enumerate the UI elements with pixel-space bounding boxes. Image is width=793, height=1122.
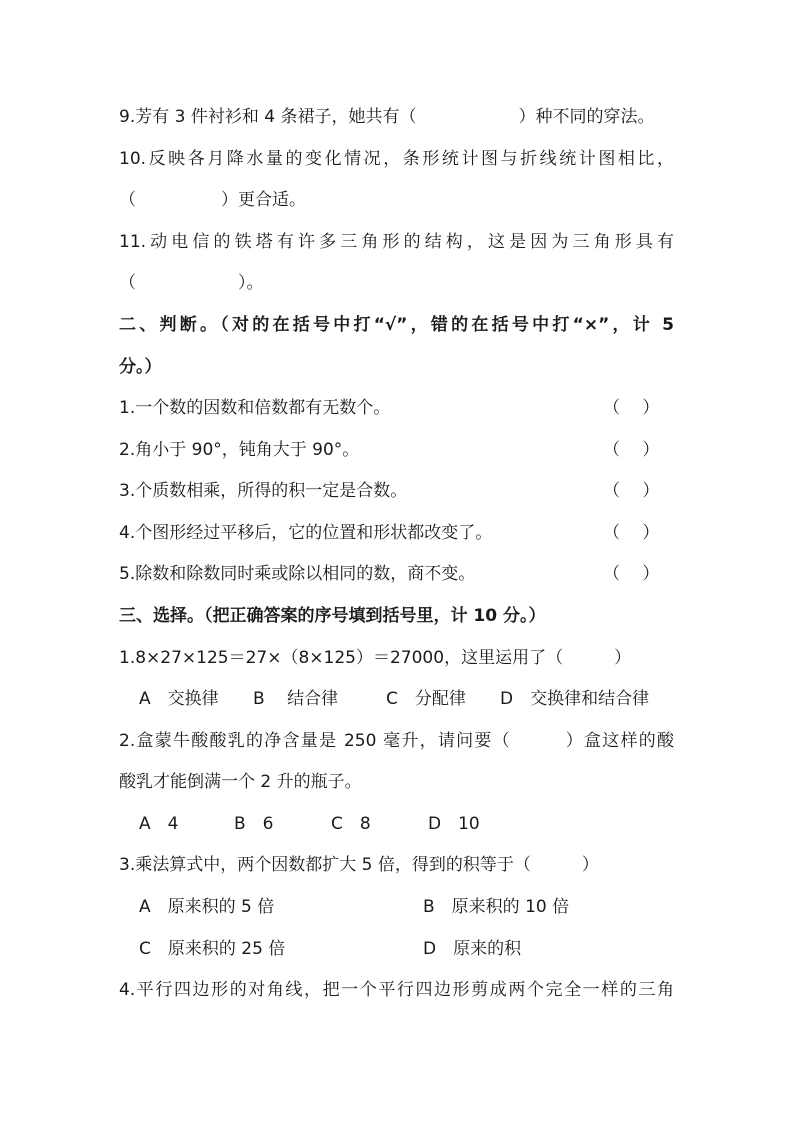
choice-2-option-d[interactable]: D 10 <box>428 814 480 834</box>
judge-item-3: 3.个质数相乘，所得的积一定是合数。 <box>119 481 408 501</box>
choice-3-option-b[interactable]: B 原来积的 10 倍 <box>423 897 570 917</box>
choice-3-option-d[interactable]: D 原来的积 <box>423 939 522 959</box>
choice-1-option-c[interactable]: C 分配律 <box>386 689 466 709</box>
section-judge-heading-cont: 分。） <box>119 357 162 377</box>
choice-2-option-a[interactable]: A 4 <box>139 814 179 834</box>
choice-question-1: 1.8×27×125＝27×（8×125）＝27000，这里运用了（ ） <box>119 648 632 668</box>
choice-question-3: 3.乘法算式中，两个因数都扩大 5 倍，得到的积等于（ ） <box>119 855 599 875</box>
question-9: 9.芳有 3 件衬衫和 4 条裙子，她共有（ ）种不同的穿法。 <box>119 107 655 127</box>
question-11-line-1: 11.动电信的铁塔有许多三角形的结构，这是因为三角形具有 <box>119 232 674 252</box>
section-choice-heading: 三、选择。（把正确答案的序号填到括号里，计 10 分。） <box>119 606 546 626</box>
judge-item-1: 1.一个数的因数和倍数都有无数个。 <box>119 398 391 418</box>
judge-answer-paren-3[interactable]: （ ） <box>603 481 660 501</box>
judge-answer-paren-2[interactable]: （ ） <box>603 440 660 460</box>
choice-1-option-a[interactable]: A 交换律 <box>139 689 219 709</box>
question-11-line-2: （ ）。 <box>119 273 264 293</box>
judge-item-4: 4.个图形经过平移后，它的位置和形状都改变了。 <box>119 523 493 543</box>
section-judge-heading: 二、判断。（对的在括号中打“√”，错的在括号中打“×”，计 5 <box>119 315 674 335</box>
choice-2-option-b[interactable]: B 6 <box>234 814 274 834</box>
judge-answer-paren-1[interactable]: （ ） <box>603 398 660 418</box>
judge-item-5: 5.除数和除数同时乘或除以相同的数，商不变。 <box>119 564 476 584</box>
choice-question-2-line-1: 2.盒蒙牛酸酸乳的净含量是 250 毫升，请问要（ ）盒这样的酸 <box>119 731 674 751</box>
choice-1-option-d[interactable]: D 交换律和结合律 <box>500 689 650 709</box>
question-10-line-2: （ ）更合适。 <box>119 190 306 210</box>
judge-item-2: 2.角小于 90°，钝角大于 90°。 <box>119 440 360 460</box>
choice-3-option-a[interactable]: A 原来积的 5 倍 <box>139 897 275 917</box>
choice-question-2-line-2: 酸乳才能倒满一个 2 升的瓶子。 <box>119 772 362 792</box>
choice-3-option-c[interactable]: C 原来积的 25 倍 <box>139 939 286 959</box>
judge-answer-paren-4[interactable]: （ ） <box>603 523 660 543</box>
choice-question-4: 4.平行四边形的对角线，把一个平行四边形剪成两个完全一样的三角 <box>119 980 674 1000</box>
choice-1-option-b[interactable]: B 结合律 <box>253 689 339 709</box>
choice-2-option-c[interactable]: C 8 <box>331 814 371 834</box>
judge-answer-paren-5[interactable]: （ ） <box>603 564 660 584</box>
question-10-line-1: 10.反映各月降水量的变化情况，条形统计图与折线统计图相比， <box>119 149 674 169</box>
